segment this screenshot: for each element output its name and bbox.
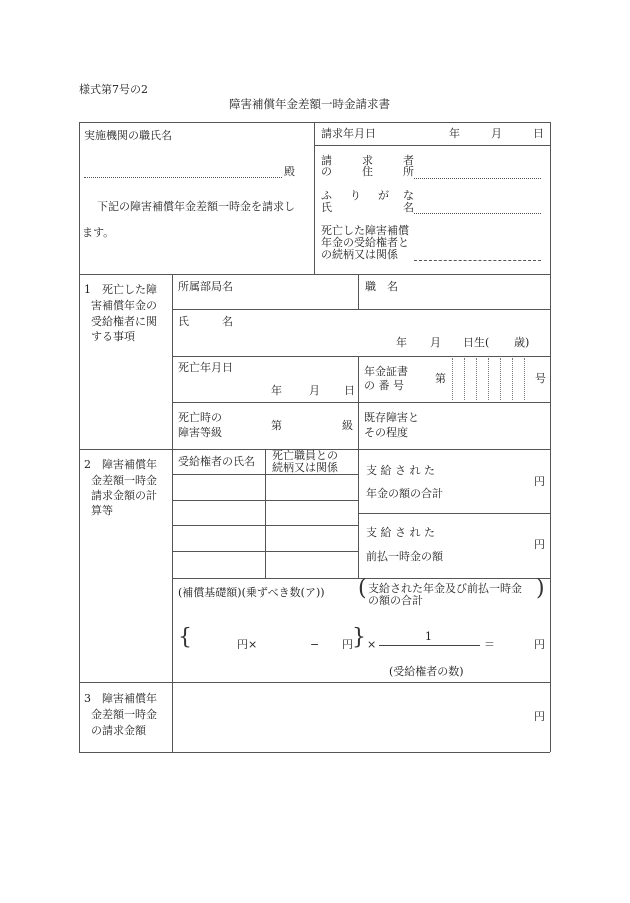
base-amount-label: (補償基礎額)(乗ずべき数(ア)) xyxy=(178,586,325,599)
form-title: 障害補償年金差額一時金請求書 xyxy=(229,97,390,111)
pension-cert-label: 年金証書 xyxy=(364,365,408,378)
position-label: 職 名 xyxy=(365,280,398,293)
death-date-label: 死亡年月日 xyxy=(178,361,233,374)
sum-bracket-right: ) xyxy=(536,576,545,601)
address-label-char: 住 xyxy=(362,165,373,178)
grade-label: 障害等級 xyxy=(178,426,222,439)
formula-yen-times: 円× xyxy=(237,638,258,651)
relation-label-line: 死亡した障害補償 xyxy=(321,224,409,237)
agency-name-field[interactable] xyxy=(84,177,282,178)
claim-amount-yen: 円 xyxy=(534,710,545,723)
request-date-year: 年 xyxy=(449,127,460,140)
claimant-label-char: 請 xyxy=(321,154,332,167)
birth-month: 月 xyxy=(430,336,441,349)
paid-pension-label: 支 給 さ れ た xyxy=(366,464,435,477)
dept-label: 所属部局名 xyxy=(178,280,233,293)
section3-heading-line: 3 障害補償年 xyxy=(84,692,157,705)
paid-advance-label: 前払一時金の額 xyxy=(366,550,443,563)
section2-heading-line: 金差額一時金 xyxy=(91,474,157,487)
section1-heading-line: する事項 xyxy=(91,330,135,343)
sum-label: 支給された年金及び前払一時金 xyxy=(368,582,522,595)
existing-disability-label: その程度 xyxy=(364,426,408,439)
furigana-label-char: が xyxy=(378,189,389,202)
claimant-label-char: 求 xyxy=(362,154,373,167)
name-label-char: 名 xyxy=(403,201,414,214)
section2-heading-line: 算等 xyxy=(91,504,113,517)
formula-equals: ＝ xyxy=(484,638,495,651)
paid-advance-label: 支 給 さ れ た xyxy=(366,526,435,539)
grade-kyu: 級 xyxy=(342,419,353,432)
address-label-char: の xyxy=(321,165,332,178)
recipient-name-header: 受給権者の氏名 xyxy=(178,455,255,468)
request-text-2: ます。 xyxy=(82,226,115,239)
age: 歳) xyxy=(514,336,530,349)
section2-heading-line: 請求金額の計 xyxy=(91,489,157,502)
furigana-label-char: り xyxy=(350,189,361,202)
paid-advance-yen: 円 xyxy=(534,538,545,551)
grade-dai: 第 xyxy=(271,419,282,432)
go-label: 号 xyxy=(535,372,546,385)
recipient-count-label: (受給権者の数) xyxy=(389,665,464,678)
death-month: 月 xyxy=(309,384,320,397)
furigana-label-char: ふ xyxy=(321,189,332,202)
paid-pension-yen: 円 xyxy=(534,475,545,488)
section1-heading-line: 害補償年金の xyxy=(91,299,157,312)
formula-bracket-right: } xyxy=(352,625,366,650)
section2-heading-line: 2 障害補償年 xyxy=(84,458,157,471)
birth-year: 年 xyxy=(396,336,407,349)
formula-minus: − xyxy=(310,638,320,651)
section3-heading-line: の請求金額 xyxy=(91,724,146,737)
existing-disability-label: 既存障害と xyxy=(364,411,419,424)
formula-times: × xyxy=(367,638,377,651)
claimant-address-field[interactable] xyxy=(414,178,541,179)
name-label-char: 氏 xyxy=(321,201,332,214)
formula-bracket-left: { xyxy=(178,625,192,650)
sum-label: の額の合計 xyxy=(368,594,423,607)
birth-day: 日生( xyxy=(463,336,490,349)
claimant-label-char: 者 xyxy=(403,154,414,167)
section3-heading-line: 金差額一時金 xyxy=(91,708,157,721)
deceased-name-label: 氏 名 xyxy=(178,315,233,328)
relation-label-line: 年金の受給権者と xyxy=(321,236,409,249)
relation-header: 死亡職員との xyxy=(272,449,338,462)
section1-heading-line: 受給権者に関 xyxy=(91,315,157,328)
relation-header: 続柄又は関係 xyxy=(272,461,338,474)
formula-yen: 円 xyxy=(342,638,353,651)
relation-field[interactable] xyxy=(414,260,541,261)
pension-cert-label: の 番 号 xyxy=(364,379,404,392)
furigana-label-char: な xyxy=(403,189,414,202)
section1-heading-line: 1 死亡した障 xyxy=(84,283,157,296)
formula-numerator: 1 xyxy=(425,630,432,643)
death-day: 日 xyxy=(344,384,355,397)
relation-label-line: の続柄又は関係 xyxy=(321,248,398,261)
formula-result-yen: 円 xyxy=(534,638,545,651)
request-date-day: 日 xyxy=(533,127,544,140)
fraction-line xyxy=(379,645,480,646)
claimant-name-field[interactable] xyxy=(414,213,541,214)
request-date-month: 月 xyxy=(491,127,502,140)
address-label-char: 所 xyxy=(403,165,414,178)
form-number: 様式第7号の2 xyxy=(79,83,148,96)
request-date-label: 請求年月日 xyxy=(321,127,376,140)
sum-bracket-left: ( xyxy=(358,576,367,601)
death-year: 年 xyxy=(271,384,282,397)
request-text: 下記の障害補償年金差額一時金を請求し xyxy=(97,200,295,213)
dai-label: 第 xyxy=(435,372,446,385)
grade-label: 死亡時の xyxy=(178,411,222,424)
paid-pension-label: 年金の額の合計 xyxy=(366,487,443,500)
agency-label: 実施機関の職氏名 xyxy=(84,129,172,142)
honorific: 殿 xyxy=(284,165,295,178)
